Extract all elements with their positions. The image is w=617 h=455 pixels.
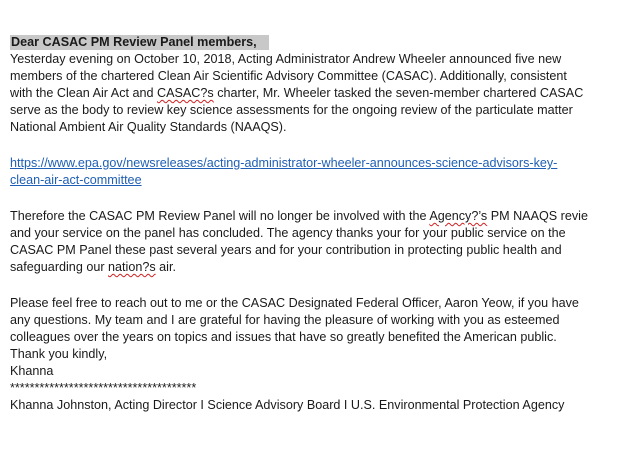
text-run: PM NAAQS revie bbox=[487, 209, 588, 223]
para2-line-1 bbox=[10, 209, 588, 224]
news-release-link[interactable]: https://www.epa.gov/newsreleases/acting-administrator-wheeler-announces-science-advisors-key- bbox=[10, 156, 558, 170]
para1-line-4: serve as the body to review key science assessments for the ongoing review of the particulate matter bbox=[10, 103, 573, 117]
spelling-flagged-word: nation?s bbox=[108, 260, 156, 274]
news-release-link-continued[interactable]: clean-air-act-committee bbox=[10, 173, 142, 187]
para3-line-1: Please feel free to reach out to me or the CASAC Designated Federal Officer, Aaron Yeow, if you have bbox=[10, 296, 579, 310]
para2-line-2: and your service on the panel has concluded. The agency thanks your for your public service on the bbox=[10, 226, 566, 240]
text-run: Therefore the CASAC PM Review Panel will no longer be involved with the bbox=[10, 209, 430, 223]
signer-name: Khanna bbox=[10, 364, 54, 378]
para2-line-3: CASAC PM Panel these past several years and for your contribution in protecting public health and bbox=[10, 243, 562, 257]
para1-line-1: Yesterday evening on October 10, 2018, Acting Administrator Andrew Wheeler announced five new bbox=[10, 52, 562, 66]
para1-line-5: National Ambient Air Quality Standards (NAAQS). bbox=[10, 120, 287, 134]
para3-line-2: any questions. My team and I are grateful for having the pleasure of working with you as esteemed bbox=[10, 313, 560, 327]
para1-line-3 bbox=[10, 86, 583, 101]
para2-line-4 bbox=[10, 260, 176, 275]
separator: ************************************** bbox=[10, 381, 197, 395]
closing: Thank you kindly, bbox=[10, 347, 108, 361]
spelling-flagged-word: Agency?’s bbox=[429, 209, 488, 223]
text-run: air. bbox=[155, 260, 176, 274]
news-release-link-line-2[interactable] bbox=[10, 173, 142, 188]
spelling-flagged-word: CASAC?s bbox=[157, 86, 214, 100]
signature-block: Khanna Johnston, Acting Director I Science Advisory Board I U.S. Environmental Protection Agency bbox=[10, 398, 565, 412]
text-run: charter, Mr. Wheeler tasked the seven-member chartered CASAC bbox=[213, 86, 584, 100]
text-run: with the Clean Air Act and bbox=[10, 86, 158, 100]
news-release-link-line-1[interactable] bbox=[10, 156, 557, 171]
text-run: safeguarding our bbox=[10, 260, 109, 274]
para3-line-3: colleagues over the years on topics and issues that have so greatly benefited the American public. bbox=[10, 330, 557, 344]
para1-line-2: members of the chartered Clean Air Scientific Advisory Committee (CASAC). Additionally, consistent bbox=[10, 69, 567, 83]
greeting: Dear CASAC PM Review Panel members, bbox=[10, 35, 269, 50]
